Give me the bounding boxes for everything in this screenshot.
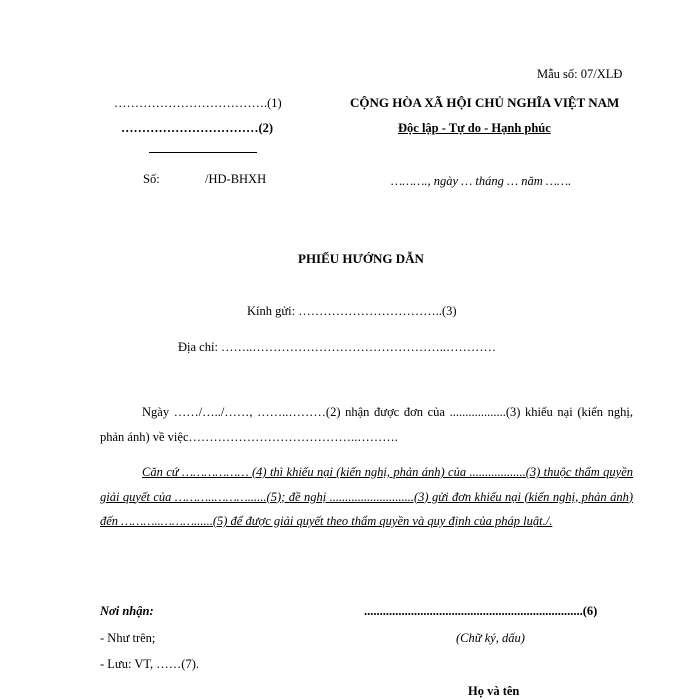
recipient-item-1: - Như trên; — [100, 631, 156, 645]
org-line-2: ……………………………(2) — [121, 121, 274, 135]
address-line: Địa chỉ: ……..………………………………………..………… — [178, 340, 497, 354]
recipients-label: Nơi nhận: — [100, 604, 154, 618]
org-line-1: ……………………………….(1) — [114, 96, 282, 110]
paragraph-guidance-text: Căn cứ ……………… (4) thì khiếu nại (kiến nghị, phản ánh) của ..................(3) thuộc thẩm quyền giải quyết của ………..………......(5); đề nghị ...........................(3) gửi đơn khiếu nại (kiến nghị, phản ánh) đến ………..………......(5) để được giải quyết theo thẩm quyền và quy định của pháp luật./. — [100, 465, 633, 528]
doc-number-label: Số: — [143, 172, 160, 186]
signature-line: ......................................................................(6) — [364, 604, 598, 618]
name-label: Họ và tên — [468, 684, 520, 698]
recipient-line: Kính gửi: ……………………………..(3) — [247, 304, 457, 318]
doc-number-suffix: /HD-BHXH — [205, 172, 267, 186]
org-underline — [149, 152, 257, 153]
document-title: PHIẾU HƯỚNG DẪN — [298, 251, 424, 266]
form-code: Mẫu số: 07/XLĐ — [537, 67, 623, 81]
paragraph-guidance — [100, 460, 633, 534]
date-line: ………., ngày … tháng … năm ……. — [391, 174, 572, 188]
country-name: CỘNG HÒA XÃ HỘI CHỦ NGHĨA VIỆT NAM — [350, 95, 620, 110]
paragraph-received — [100, 400, 633, 449]
recipient-item-2: - Lưu: VT, ……(7). — [100, 657, 200, 671]
national-motto: Độc lập - Tự do - Hạnh phúc — [398, 121, 551, 135]
signature-note: (Chữ ký, dấu) — [456, 631, 525, 645]
paragraph-received-text: Ngày ……/…../……, ……..………(2) nhận được đơn của ..................(3) khiếu nại (kiến nghị, phản ánh) về việc…………………………………..………. — [100, 405, 633, 444]
